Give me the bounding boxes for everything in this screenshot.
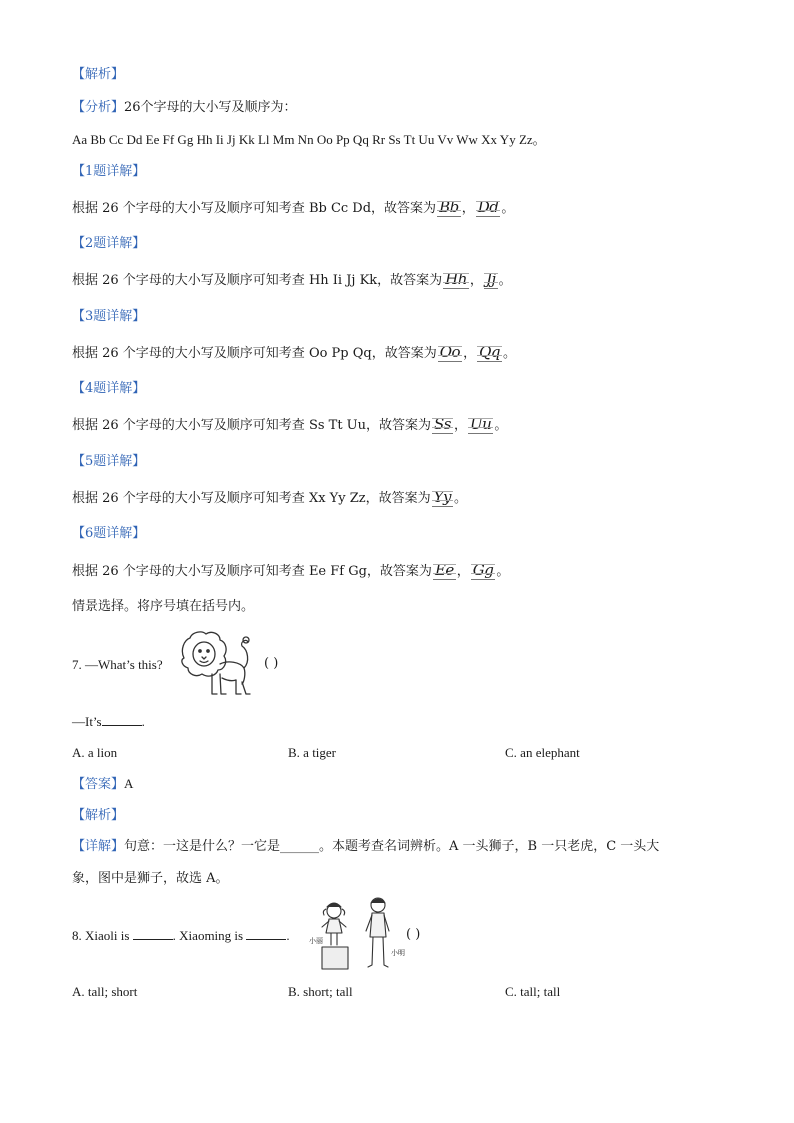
detail-1-title: 【1题详解】 (72, 164, 146, 179)
q7-option-a: A. a lion (72, 745, 118, 760)
section-title: 情景选择。将序号填在括号内。 (72, 599, 255, 614)
q8-paren: ( ) (406, 927, 421, 942)
label-xiaoming: 小明 (391, 949, 405, 957)
detail-3-title: 【3题详解】 (72, 309, 146, 324)
q8-text-b: . Xiaoming is (172, 928, 244, 943)
detail-1-answer-1: Bb (439, 198, 459, 216)
q7-reply-line (72, 713, 145, 731)
detail-6-title: 【6题详解】 (72, 526, 146, 541)
detail-4-answer-2: Uu (470, 415, 492, 433)
q8-blank-1 (133, 927, 173, 940)
detail-3-end: 。 (503, 346, 517, 361)
q8-question-line (72, 927, 290, 945)
detail-5-answer-1: Yy (433, 488, 451, 506)
detail-4-end: 。 (494, 418, 508, 433)
detail-3-answer-2: Qq (479, 343, 500, 361)
q7-reply-end: . (141, 714, 145, 729)
detail-2-answer-2: Jj (485, 270, 496, 288)
q8-blank-2 (246, 927, 286, 940)
detail-6-end: 。 (496, 564, 510, 579)
q7-paren: ( ) (264, 656, 279, 671)
detail-5-text: 根据 26 个字母的大小写及顺序可知考查 Xx Yy Zz，故答案为 (72, 491, 431, 506)
detail-2-answer-1: Hh (445, 270, 467, 288)
q7-detail-text-1: 句意：一这是什么？一它是______。本题考查名词辨析。A 一头狮子，B 一只老虎，C 一头大 (124, 839, 660, 854)
q7-answer-line (72, 775, 133, 794)
detail-3-answer-1: Oo (439, 343, 461, 361)
detail-5-text-line (72, 488, 467, 508)
label-xiaoli: 小丽 (309, 937, 323, 945)
detail-6-text-line: 根据 26 个字母的大小写及顺序可知考查 Ee Ff Gg，故答案为 Ee ， Gg 。 (72, 561, 510, 579)
detail-2-text-line: 根据 26 个字母的大小写及顺序可知考查 Hh Ii Jj Kk，故答案为 Hh ， Jj 。 (72, 270, 512, 288)
q7-blank (102, 713, 142, 726)
q7-answer-label: 【答案】 (72, 777, 125, 792)
detail-2-end: 。 (498, 273, 512, 288)
detail-4-answer-1: Ss (434, 415, 451, 433)
detail-2-text: 根据 26 个字母的大小写及顺序可知考查 Hh Ii Jj Kk，故答案为 (72, 273, 443, 288)
detail-6-answer-2: Gg (472, 561, 494, 579)
q7-question: 7. —What’s this? (72, 657, 163, 672)
fenxi-text: 26个字母的大小写及顺序为： (124, 100, 297, 115)
detail-4-text: 根据 26 个字母的大小写及顺序可知考查 Ss Tt Uu，故答案为 (72, 418, 432, 433)
analysis-label: 【解析】 (72, 67, 125, 82)
children-illustration (310, 893, 410, 973)
detail-3-text-line: 根据 26 个字母的大小写及顺序可知考查 Oo Pp Qq，故答案为 Oo ， Qq 。 (72, 343, 517, 361)
detail-6-answer-1: Ee (434, 561, 454, 579)
q8-option-b: B. short; tall (288, 984, 353, 999)
detail-1-answer-2: Dd (477, 198, 499, 216)
q7-detail-tag: 【详解】 (72, 839, 125, 854)
detail-1-text-line: 根据 26 个字母的大小写及顺序可知考查 Bb Cc Dd，故答案为 Bb ， Dd 。 (72, 198, 515, 216)
lion-illustration (176, 628, 256, 700)
q7-detail-line-2: 象，图中是狮子，故选 A。 (72, 871, 229, 886)
detail-1-end: 。 (501, 201, 515, 216)
detail-3-text: 根据 26 个字母的大小写及顺序可知考查 Oo Pp Qq，故答案为 (72, 346, 437, 361)
q8-text-a: 8. Xiaoli is (72, 928, 130, 943)
q8-text-c: . (286, 928, 290, 943)
fenxi-tag: 【分析】 (72, 100, 125, 115)
q7-answer: A (124, 776, 134, 791)
q8-option-a: A. tall; short (72, 984, 138, 999)
detail-6-text: 根据 26 个字母的大小写及顺序可知考查 Ee Ff Gg，故答案为 (72, 564, 432, 579)
q7-reply: —It’s (72, 714, 102, 729)
detail-5-title: 【5题详解】 (72, 454, 146, 469)
q7-analysis-label: 【解析】 (72, 808, 125, 823)
fenxi-line (72, 99, 297, 117)
detail-1-text: 根据 26 个字母的大小写及顺序可知考查 Bb Cc Dd，故答案为 (72, 201, 437, 216)
q7-option-b: B. a tiger (288, 745, 337, 760)
detail-4-title: 【4题详解】 (72, 381, 146, 396)
q7-option-c: C. an elephant (505, 745, 580, 760)
alphabet-line: Aa Bb Cc Dd Ee Ff Gg Hh Ii Jj Kk Ll Mm Nn Oo Pp Qq Rr Ss Tt Uu Vv Ww Xx Yy Zz。 (72, 132, 546, 147)
detail-2-title: 【2题详解】 (72, 236, 146, 251)
q8-option-c: C. tall; tall (505, 984, 561, 999)
q7-detail-line-1 (72, 838, 659, 856)
detail-5-end: 。 (454, 491, 468, 506)
detail-4-text-line: 根据 26 个字母的大小写及顺序可知考查 Ss Tt Uu，故答案为 Ss ， Uu 。 (72, 415, 508, 433)
